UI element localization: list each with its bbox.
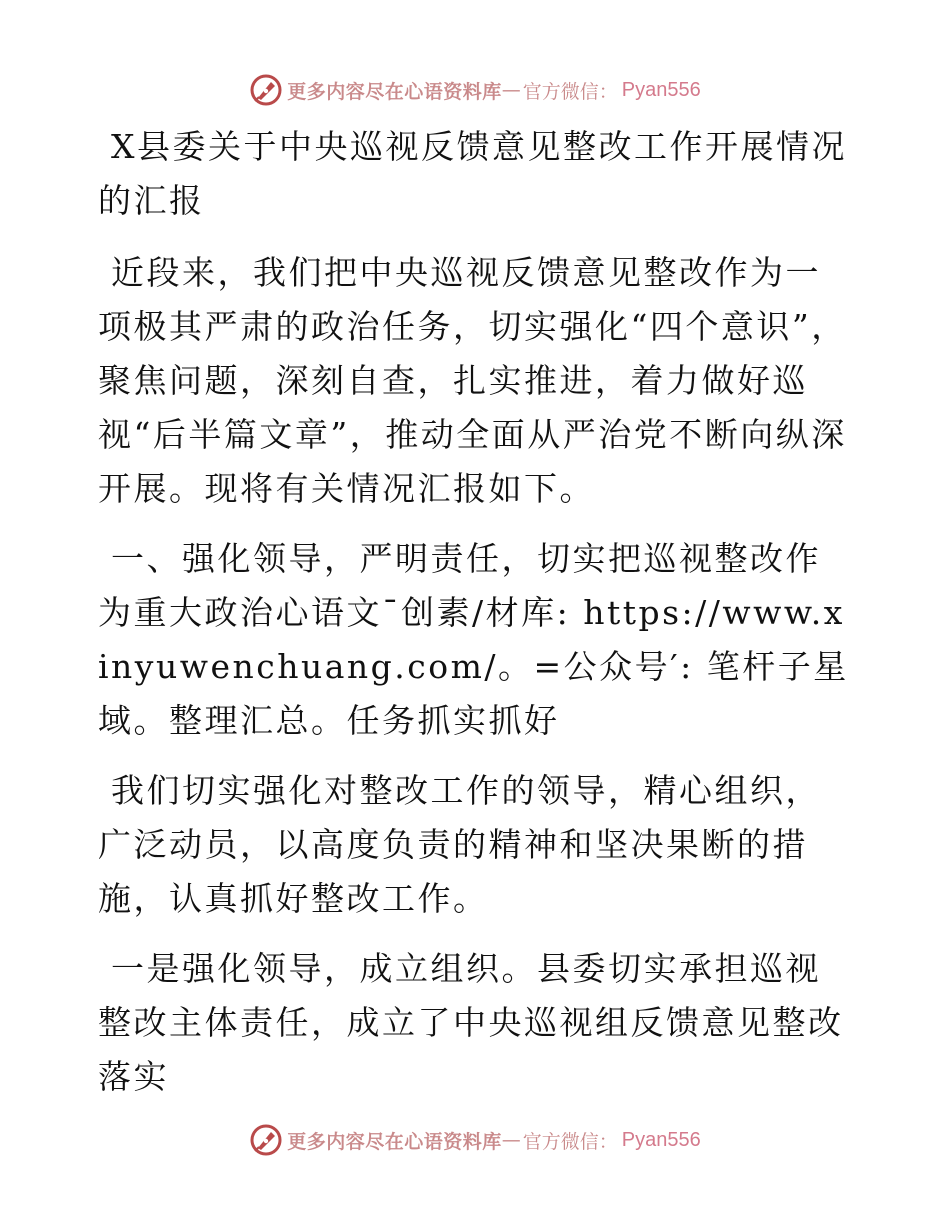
footer-banner: [0, 1120, 950, 1160]
banner-wechat-label: 官方微信：: [522, 1130, 618, 1153]
paragraph-section-one-heading: 一、强化领导，严明责任，切实把巡视整改作为重大政治心语文¯创素/材库: https://www.xinyuwenchuang.com/。=公众号′: 笔杆子星域。整理汇总。任务抓实抓好: [98, 539, 849, 740]
banner-dash: —: [501, 79, 521, 101]
banner-wechat-label: 官方微信：: [522, 80, 618, 103]
banner-wechat-id: Pyan556: [621, 78, 701, 101]
banner-dash: —: [501, 1129, 521, 1151]
paragraph-point-one: 一是强化领导，成立组织。县委切实承担巡视整改主体责任，成立了中央巡视组反馈意见整改落实: [98, 949, 844, 1096]
paragraph-section-one-body: 我们切实强化对整改工作的领导，精心组织，广泛动员，以高度负责的精神和坚决果断的措施，认真抓好整改工作。: [98, 771, 821, 918]
document-body: [98, 120, 850, 1120]
banner-brand-text: 更多内容尽在心语资料库: [287, 1130, 502, 1153]
header-banner: [0, 70, 950, 110]
pen-nib-logo-icon: [249, 73, 283, 107]
banner-brand-text: 更多内容尽在心语资料库: [287, 80, 502, 103]
paragraph-intro: 近段来，我们把中央巡视反馈意见整改作为一项极其严肃的政治任务，切实强化“四个意识”，聚焦问题，深刻自查，扎实推进，着力做好巡视“后半篇文章”，推动全面从严治党不断向纵深开展。现将有关情况汇报如下。: [98, 253, 847, 508]
banner-wechat-id: Pyan556: [621, 1128, 701, 1151]
pen-nib-logo-icon: [249, 1123, 283, 1157]
document-title: X县委关于中央巡视反馈意见整改工作开展情况的汇报: [98, 127, 847, 220]
